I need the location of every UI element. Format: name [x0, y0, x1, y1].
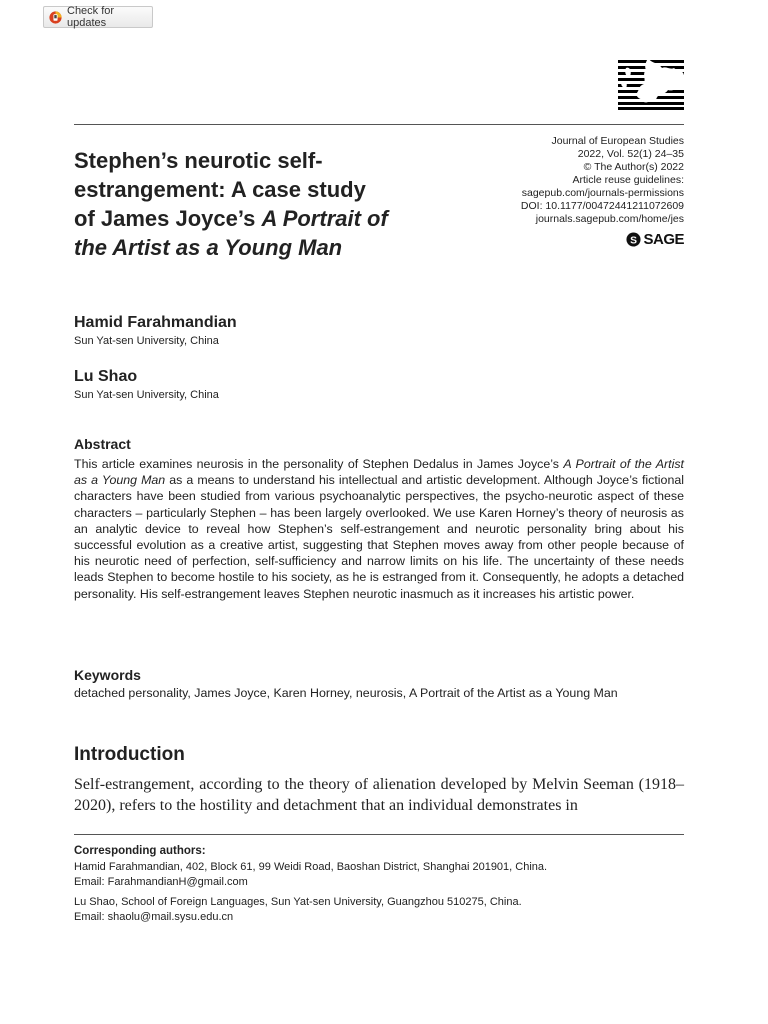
keywords-text: detached personality, James Joyce, Karen Horney, neurosis, A Portrait of the Artist as a Young Man — [74, 686, 618, 700]
abstract-heading: Abstract — [74, 436, 131, 452]
author-name-1: Hamid Farahmandian — [74, 314, 237, 331]
corresponding-email-1[interactable]: Email: FarahmandianH@gmail.com — [74, 876, 248, 888]
title-italic-2: the Artist as a Young Man — [74, 235, 343, 260]
abstract-italic-title: A Portrait of the Artist as a Young Man — [74, 457, 684, 488]
header-divider — [74, 124, 684, 125]
title-line-3: of James Joyce’s — [74, 206, 262, 231]
svg-text:S: S — [630, 234, 638, 246]
check-for-updates-button[interactable] — [43, 6, 153, 28]
journal-metadata — [460, 135, 684, 226]
sage-s-icon — [626, 232, 641, 247]
title-line-2: estrangement: A case study — [74, 177, 366, 202]
corresponding-email-2[interactable]: Email: shaolu@mail.sysu.edu.cn — [74, 911, 234, 923]
title-italic-1: A Portrait of — [261, 206, 388, 231]
author-name-2: Lu Shao — [74, 368, 138, 385]
author-affiliation-2: Sun Yat-sen University, China — [74, 389, 219, 401]
check-for-updates-icon — [49, 11, 62, 24]
journal-name: Journal of European Studies — [551, 135, 684, 147]
check-for-updates-label: Check for updates — [67, 5, 115, 29]
journal-logo — [618, 58, 684, 110]
permissions-link[interactable]: sagepub.com/journals-permissions — [521, 187, 684, 199]
reuse-label: Article reuse guidelines: — [572, 174, 684, 186]
journal-home-link[interactable]: journals.sagepub.com/home/jes — [535, 213, 684, 225]
abstract-text-part-1: This article examines neurosis in the personality of Stephen Dedalus in James Joyce’s — [74, 457, 564, 471]
introduction-heading: Introduction — [74, 744, 185, 765]
sage-logo — [618, 230, 684, 248]
article-title — [74, 146, 474, 262]
keywords-heading: Keywords — [74, 667, 141, 683]
abstract-text — [74, 456, 684, 602]
corresponding-address-2: Lu Shao, School of Foreign Languages, Sun Yat-sen University, Guangzhou 510275, China. — [74, 896, 522, 908]
abstract-text-part-2: as a means to understand his intellectual and artistic development. Although Joyce’s fictional characters have been studied from various psychoanalytic perspectives, the psycho-neurotic aspect of these characters – particularly Stephen – has been largely overlooked. We use Karen Horney’s theory of neurosis as an analytic device to reveal how Stephen’s self-estrangement and neurotic personality bring about his successful evolution as a creative artist, suggesting that Stephen moves away from other people because of his neurotic need of perfection, self-sufficiency and narrow limits on his life. The uncertainty of these needs leads Stephen to become hostile to his society, as he is estranged from it. Consequently, he adopts a detached personality. His self-estrangement leaves Stephen neurotic inasmuch as it increases his artistic power. — [74, 473, 684, 601]
title-line-1: Stephen’s neurotic self- — [74, 148, 323, 173]
corresponding-authors-heading: Corresponding authors: — [74, 845, 206, 857]
author-affiliation-1: Sun Yat-sen University, China — [74, 335, 219, 347]
copyright: © The Author(s) 2022 — [583, 161, 684, 173]
corresponding-address-1: Hamid Farahmandian, 402, Block 61, 99 Weidi Road, Baoshan District, Shanghai 201901, China. — [74, 861, 548, 873]
sage-wordmark: SAGE — [643, 230, 684, 248]
introduction-text: Self-estrangement, according to the theory of alienation developed by Melvin Seeman (1918–2020), refers to the hostility and detachment that an individual demonstrates in — [74, 776, 684, 814]
journal-volume: 2022, Vol. 52(1) 24–35 — [577, 148, 684, 160]
doi[interactable]: DOI: 10.1177/00472441211072609 — [520, 200, 684, 212]
footnote-divider — [74, 834, 684, 835]
